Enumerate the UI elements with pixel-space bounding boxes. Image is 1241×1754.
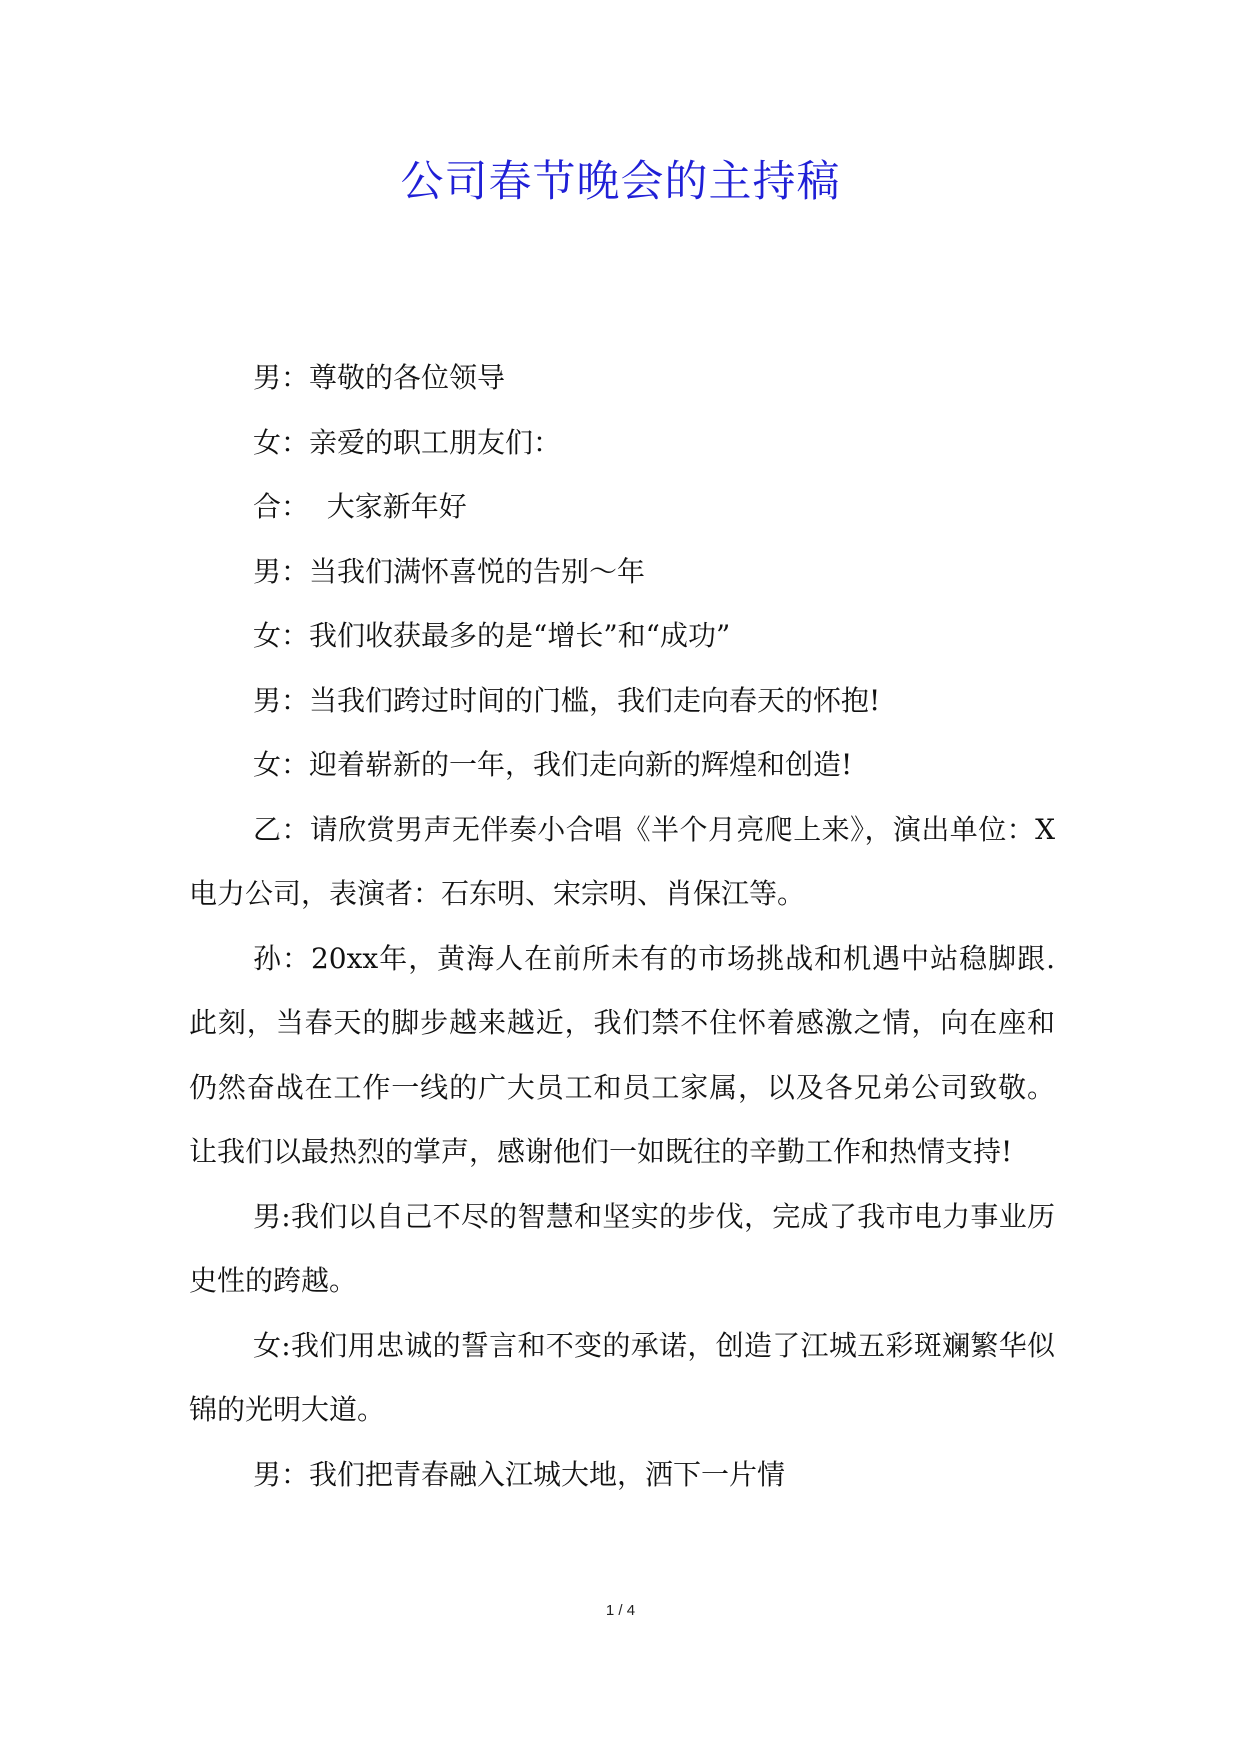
paragraph: 女：亲爱的职工朋友们： xyxy=(253,425,562,459)
paragraph: 乙：请欣赏男声无伴奏小合唱《半个月亮爬上来》，演出单位：X电力公司，表演者：石东明、宋宗明、肖保江等。 xyxy=(189,812,1055,910)
document-title: 公司春节晚会的主持稿 xyxy=(400,157,841,207)
paragraph: 合： 大家新年好 xyxy=(253,490,467,523)
paragraph: 男：当我们满怀喜悦的告别～年 xyxy=(253,554,646,588)
paragraph: 男:我们以自己不尽的智慧和坚实的步伐，完成了我市电力事业历史性的跨越。 xyxy=(189,1199,1055,1297)
paragraph: 女：我们收获最多的是“增长”和“成功” xyxy=(253,619,731,652)
paragraph: 孙：20xx年，黄海人在前所未有的市场挑战和机遇中站稳脚跟.此刻，当春天的脚步越来越近，我们禁不住怀着感激之情，向在座和仍然奋战在工作一线的广大员工和员工家属，以及各兄弟公司致敬。让我们以最热烈的掌声，感谢他们一如既往的辛勤工作和热情支持! xyxy=(189,941,1055,1168)
paragraph: 女:我们用忠诚的誓言和不变的承诺，创造了江城五彩斑斓繁华似锦的光明大道。 xyxy=(189,1328,1055,1426)
page-number: 1 / 4 xyxy=(605,1602,636,1619)
document-body xyxy=(189,346,1055,1507)
paragraph: 男：当我们跨过时间的门槛，我们走向春天的怀抱! xyxy=(253,683,881,717)
paragraph: 男：我们把青春融入江城大地，洒下一片情 xyxy=(253,1457,786,1491)
paragraph: 男：尊敬的各位领导 xyxy=(253,361,506,394)
paragraph: 女：迎着崭新的一年，我们走向新的辉煌和创造! xyxy=(253,748,853,781)
